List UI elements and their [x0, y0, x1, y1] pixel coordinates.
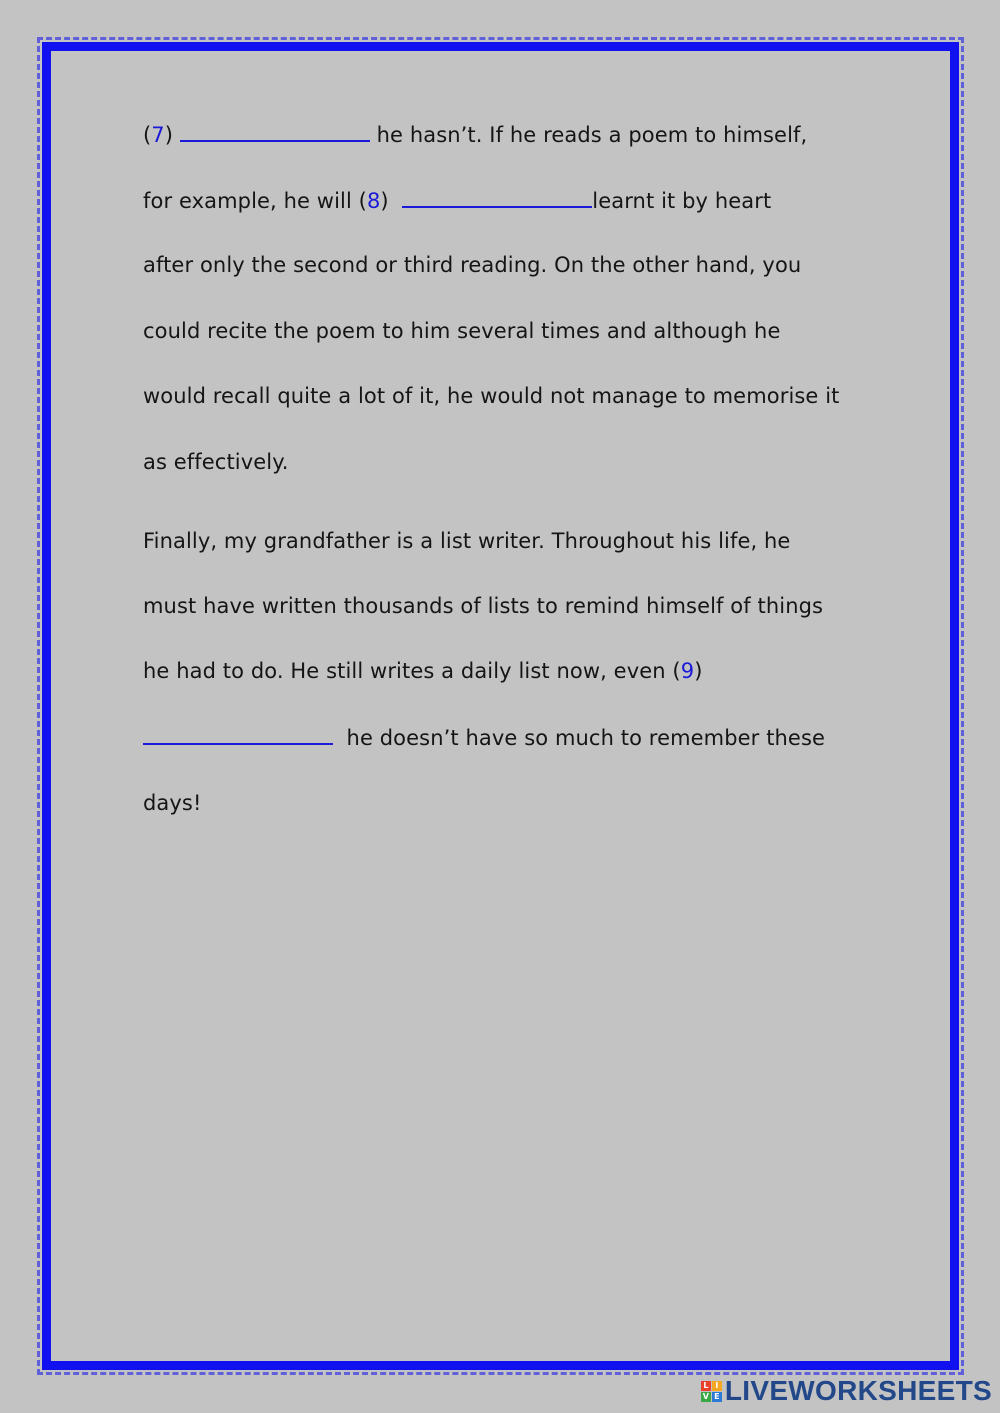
paren-close: ) — [164, 123, 174, 147]
page-border — [42, 42, 959, 1370]
paren-open: ( — [143, 123, 152, 147]
text-line: must have written thousands of lists to remind himself of things — [143, 594, 824, 618]
text-line — [143, 188, 771, 213]
logo-letter: E — [712, 1392, 722, 1402]
text-segment: he doesn’t have so much to remember these — [333, 726, 826, 750]
brand-name: LIVEWORKSHEETS — [724, 1375, 992, 1406]
question-number-9: 9 — [680, 659, 695, 683]
text-line — [143, 725, 825, 750]
logo-letter: I — [712, 1381, 722, 1391]
text-line: would recall quite a lot of it, he would not manage to memorise it — [143, 384, 840, 408]
logo-letter: V — [702, 1391, 709, 1401]
text-line — [143, 659, 703, 683]
question-number-7: 7 — [151, 123, 165, 147]
text-line: as effectively. — [143, 450, 289, 474]
text-segment: for example, he will ( — [143, 189, 367, 213]
liveworksheets-logo — [701, 1375, 992, 1407]
paren-close: ) — [380, 189, 403, 213]
paren-close: ) — [694, 659, 703, 683]
answer-blank-7[interactable] — [180, 122, 370, 142]
text-line: days! — [143, 791, 202, 815]
text-line: Finally, my grandfather is a list writer. Throughout his life, he — [143, 529, 791, 553]
text-line — [143, 122, 807, 147]
question-number-8: 8 — [366, 189, 381, 213]
text-segment: he hasn’t. If he reads a poem to himself, — [369, 123, 808, 147]
text-segment: he had to do. He still writes a daily list now, even ( — [143, 659, 681, 683]
text-segment: learnt it by heart — [592, 189, 772, 213]
text-line: could recite the poem to him several times and although he — [143, 319, 781, 343]
logo-mark-icon — [701, 1381, 722, 1402]
logo-letter: L — [701, 1381, 711, 1391]
text-line: after only the second or third reading. On the other hand, you — [143, 253, 802, 277]
answer-blank-8[interactable] — [402, 188, 592, 208]
answer-blank-9[interactable] — [143, 725, 333, 745]
